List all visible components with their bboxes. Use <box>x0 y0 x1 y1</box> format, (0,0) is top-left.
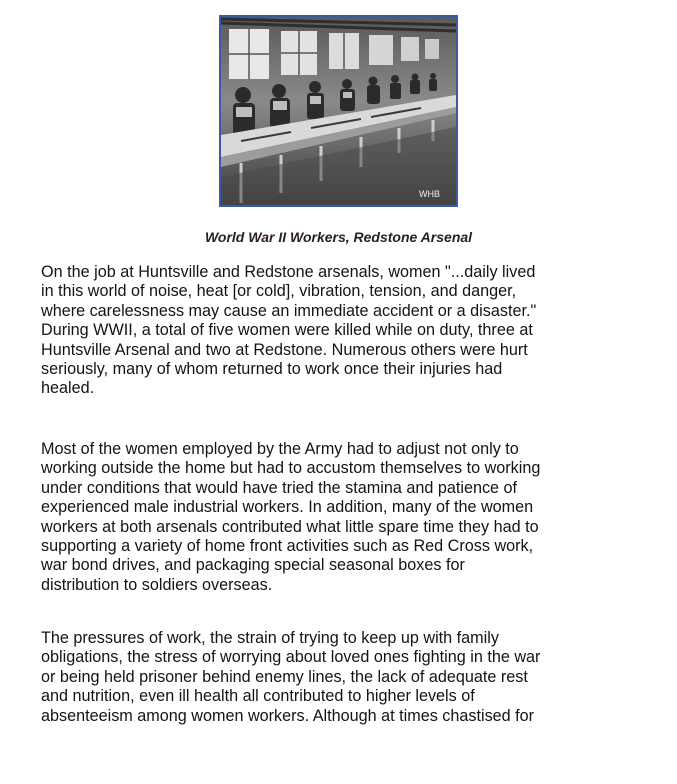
paragraph-line: or being held prisoner behind enemy lines, the lack of adequate rest <box>41 667 528 686</box>
paragraph-line: and nutrition, even ill health all contributed to higher levels of <box>41 687 475 706</box>
paragraph-line: absenteeism among women workers. Although at times chastised for <box>41 706 535 725</box>
paragraph-line: obligations, the stress of worrying about loved ones fighting in the war <box>41 648 541 667</box>
factory-photo <box>219 15 458 207</box>
paragraph-line: in this world of noise, heat [or cold], vibration, tension, and danger, <box>41 282 517 301</box>
paragraph-3 <box>41 629 661 726</box>
paragraph-line: During WWII, a total of five women were killed while on duty, three at <box>41 321 533 340</box>
paragraph-line: Most of the women employed by the Army had to adjust not only to <box>41 440 519 458</box>
paragraph-line: seriously, many of whom returned to work once their injuries had <box>41 360 503 379</box>
factory-photo-image <box>221 17 456 205</box>
photo-caption: World War II Workers, Redstone Arsenal <box>204 229 473 245</box>
paragraph-line: On the job at Huntsville and Redstone arsenals, women "...daily lived <box>41 263 536 281</box>
paragraph-line: where carelessness may cause an immediate accident or a disaster." <box>41 301 537 320</box>
paragraph-line: workers at both arsenals contributed what little spare time they had to <box>41 517 539 536</box>
paragraph-1 <box>41 263 661 399</box>
paragraph-line: healed. <box>41 379 95 398</box>
paragraph-line: The pressures of work, the strain of trying to keep up with family <box>41 629 499 647</box>
paragraph-line: Huntsville Arsenal and two at Redstone. Numerous others were hurt <box>41 340 528 359</box>
paragraph-line: supporting a variety of home front activities such as Red Cross work, <box>41 537 534 556</box>
paragraph-line: working outside the home but had to accustom themselves to working <box>41 459 541 478</box>
paragraph-line: war bond drives, and packaging special seasonal boxes for <box>41 556 465 575</box>
photo-mark: WHB <box>419 189 440 199</box>
paragraph-2 <box>41 440 661 595</box>
paragraph-line: under conditions that would have tried the stamina and patience of <box>41 478 518 497</box>
paragraph-line: experienced male industrial workers. In addition, many of the women <box>41 498 534 517</box>
paragraph-line: distribution to soldiers overseas. <box>41 575 273 594</box>
